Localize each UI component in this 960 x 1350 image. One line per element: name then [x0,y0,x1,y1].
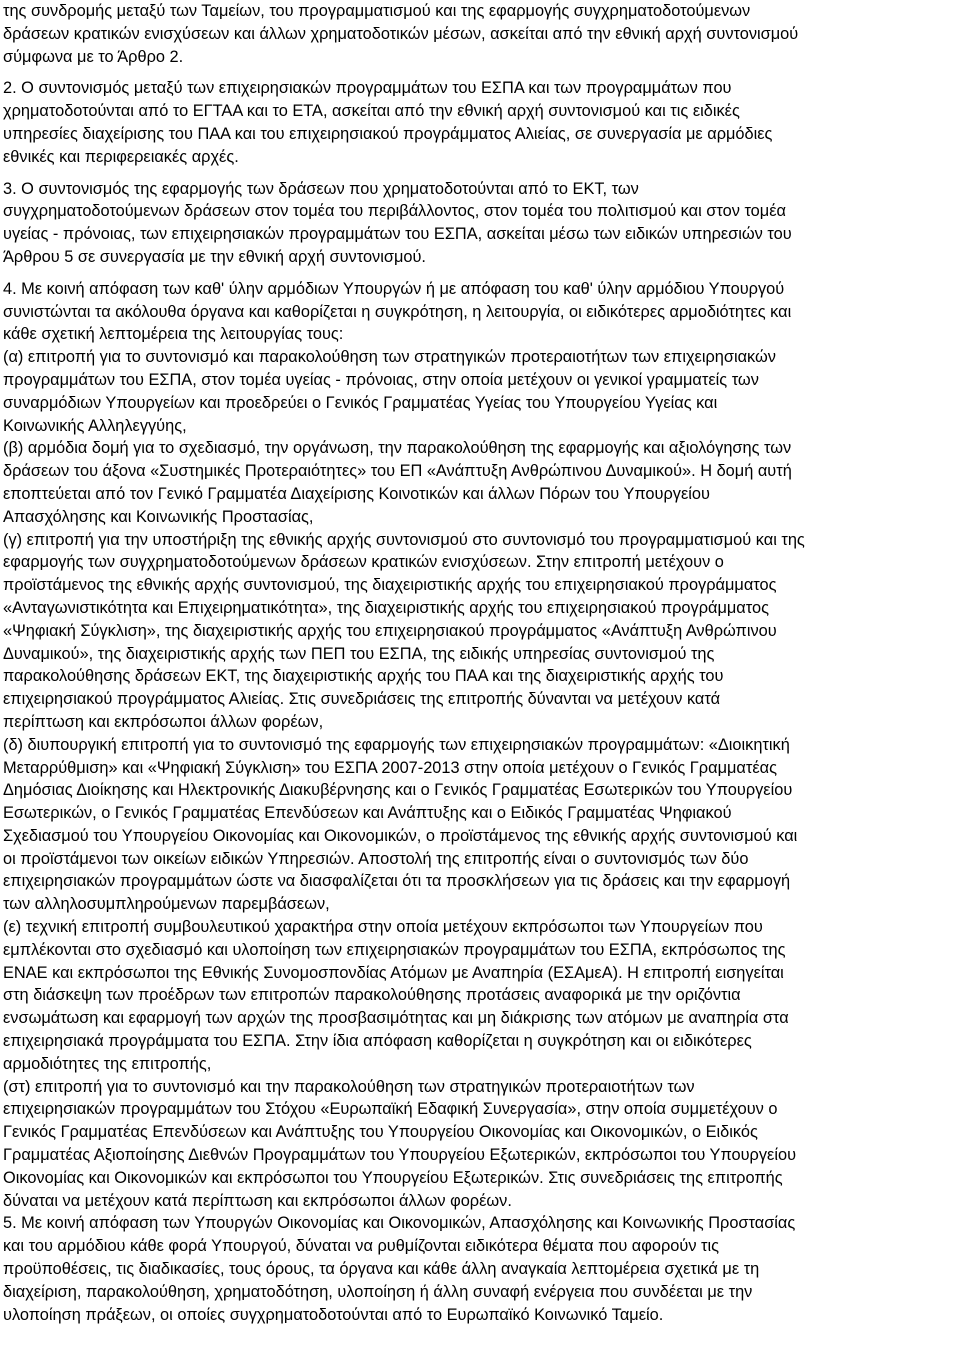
text-line: δύναται να μετέχουν κατά περίπτωση και εκπρόσωποι άλλων φορέων. [3,1191,512,1210]
text-line: προϋποθέσεις, τις διαδικασίες, τους όρους, τα όργανα και κάθε άλλη αναγκαία λεπτομέρεια σχετικά με τη [3,1260,760,1279]
text-line: Γενικός Γραμματέας Επενδύσεων και Ανάπτυξης του Υπουργείου Οικονομίας και Οικονομικών, ο Ειδικός [3,1123,758,1142]
text-line: (β) αρμόδια δομή για το σχεδιασμό, την οργάνωση, την παρακολούθηση της εφαρμογής και αξιολόγησης των [3,439,792,458]
paragraph-spacer [3,68,955,77]
text-line: υπηρεσίες διαχείρισης του ΠΑΑ και του επιχειρησιακού προγράμματος Αλιείας, σε συνεργασία με αρμόδιες [3,124,773,143]
text-line: «Ψηφιακή Σύγκλιση», της διαχειριστικής αρχής του επιχειρησιακού προγράμματος «Ανάπτυξη Ανθρώπινου [3,621,777,640]
text-line: χρηματοδοτούνται από το ΕΓΤΑΑ και το ΕΤΑ, ασκείται από την εθνική αρχή συντονισμού και τις ειδικές [3,102,740,121]
text-line: εθνικές και περιφερειακές αρχές. [3,147,239,166]
text-line: Σχεδιασμού του Υπουργείου Οικονομίας και Οικονομικών, ο προϊστάμενος της εθνικής αρχής συντονισμού και [3,826,798,845]
text-line: στη διάσκεψη των προέδρων των επιτροπών παρακολούθησης προτάσεις αναφορικά με την οριζόντια [3,986,741,1005]
text-line: υγείας - πρόνοιας, των επιχειρησιακών προγραμμάτων του ΕΣΠΑ, ασκείται μέσω των ειδικών υπηρεσιών του [3,225,792,244]
text-line: συνιστώνται τα ακόλουθα όργανα και καθορίζεται η συγκρότηση, η λειτουργία, οι ειδικότερες αρμοδιότητες και [3,302,792,321]
text-line: Κοινωνικής Αλληλεγγύης, [3,416,187,435]
text-line: (δ) διυπουργική επιτροπή για το συντονισμό της εφαρμογής των επιχειρησιακών προγραμμάτων: «Διοικητική [3,735,790,754]
text-line: δράσεων του άξονα «Συστημικές Προτεραιότητες» του ΕΠ «Ανάπτυξη Ανθρώπινου Δυναμικού». Η δομή αυτή [3,462,792,481]
text-line: δράσεων κρατικών ενισχύσεων και άλλων χρηματοδοτικών μέσων, ασκείται από την εθνική αρχή συντονισμού [3,24,799,43]
text-line: (α) επιτροπή για το συντονισμό και παρακολούθηση των στρατηγικών προτεραιοτήτων των επιχειρησιακών [3,348,776,367]
text-line: επιχειρησιακού προγράμματος Αλιείας. Στις συνεδριάσεις της επιτροπής δύνανται να μετέχουν κατά [3,690,721,709]
text-line: εμπλέκονται στο σχεδιασμό και υλοποίηση των επιχειρησιακών προγραμμάτων του ΕΣΠΑ, εκπρόσωπος της [3,940,786,959]
text-line: προϊστάμενος της εθνικής αρχής συντονισμού, της διαχειριστικής αρχής του επιχειρησιακού προγράμματος [3,576,777,595]
text-line: εποπτεύεται από τον Γενικό Γραμματέα Διαχείρισης Κοινοτικών και άλλων Πόρων του Υπουργείου [3,484,710,503]
text-line: παρακολούθησης δράσεων ΕΚΤ, της διαχειριστικής αρχής του ΠΑΑ και της διαχειριστικής αρχής του [3,667,724,686]
text-line: σύμφωνα με το Άρθρο 2. [3,47,184,66]
text-line: προγραμμάτων του ΕΣΠΑ, στον τομέα υγείας - πρόνοιας, στην οποία μετέχουν οι γενικοί γραμματείς των [3,370,759,389]
text-line: των αλληλοσυμπληρούμενων παρεμβάσεων, [3,895,330,914]
text-line: συγχρηματοδοτούμενων δράσεων στον τομέα του περιβάλλοντος, στον τομέα του πολιτισμού και στον τομέα [3,202,786,221]
text-line: εφαρμογής των συγχρηματοδοτούμενων δράσεων κρατικών ενισχύσεων. Στην επιτροπή μετέχουν ο [3,553,724,572]
paragraph-intro [3,0,955,68]
text-line: ΕΝΑΕ και εκπρόσωποι της Εθνικής Συνομοσπονδίας Ατόμων με Αναπηρία (ΕΣΑμεΑ). Η επιτροπή εισηγείται [3,963,784,982]
text-line: (ε) τεχνική επιτροπή συμβουλευτικού χαρακτήρα στην οποία μετέχουν εκπρόσωποι των Υπουργείων που [3,918,763,937]
document-page [3,0,955,1326]
text-line: Δημόσιας Διοίκησης και Ηλεκτρονικής Διακυβέρνησης και ο Γενικός Γραμματέας Εσωτερικών του Υπουργείου [3,781,793,800]
text-line: Απασχόλησης και Κοινωνικής Προστασίας, [3,507,314,526]
text-line: 3. Ο συντονισμός της εφαρμογής των δράσεων που χρηματοδοτούνται από το ΕΚΤ, των [3,179,639,198]
text-line: ενσωμάτωση και εφαρμογή των αρχών της προσβασιμότητας και μη διάκρισης των ατόμων με αναπηρία στα [3,1009,789,1028]
text-line: (στ) επιτροπή για το συντονισμό και την παρακολούθηση των στρατηγικών προτεραιοτήτων των [3,1077,695,1096]
text-line: υλοποίηση πράξεων, οι οποίες συγχρηματοδοτούνται από το Ευρωπαϊκό Κοινωνικό Ταμείο. [3,1305,664,1324]
paragraph-item-3 [3,178,955,269]
text-line: και του αρμόδιου κάθε φορά Υπουργού, δύναται να ρυθμίζονται ειδικότερα θέματα που αφορούν τις [3,1237,720,1256]
text-line: Γραμματέας Αξιοποίησης Διεθνών Προγραμμάτων του Υπουργείου Εξωτερικών, εκπρόσωποι του Υπουργείου [3,1146,797,1165]
text-line: Δυναμικού», της διαχειριστικής αρχής των ΠΕΠ του ΕΣΠΑ, της ειδικής υπηρεσίας συντονισμού της [3,644,715,663]
text-line: αρμοδιότητες της επιτροπής, [3,1054,212,1073]
text-line: οι προϊστάμενοι των οικείων ειδικών Υπηρεσιών. Αποστολή της επιτροπής είναι ο συντονισμός των δύο [3,849,749,868]
paragraph-item-4 [3,278,955,1327]
text-line: επιχειρησιακών προγραμμάτων ώστε να διασφαλίζεται ότι τα προσκλήσεων για τις δράσεις και την εφαρμογή [3,872,791,891]
text-line: 5. Με κοινή απόφαση των Υπουργών Οικονομίας και Οικονομικών, Απασχόλησης και Κοινωνικής Προστασίας [3,1214,796,1233]
text-line: 4. Με κοινή απόφαση των καθ' ύλην αρμόδιων Υπουργών ή με απόφαση του καθ' ύλην αρμόδιου Υπουργού [3,279,785,298]
text-line: διαχείριση, παρακολούθηση, χρηματοδότηση, υλοποίηση ή άλλη συναφή ενέργεια που συνδέεται με την [3,1282,753,1301]
text-line: της συνδρομής μεταξύ των Ταμείων, του προγραμματισμού και της εφαρμογής συγχρηματοδοτούμενων [3,2,751,20]
text-line: (γ) επιτροπή για την υποστήριξη της εθνικής αρχής συντονισμού στο συντονισμό του προγραμματισμού και της [3,530,805,549]
text-line: συναρμόδιων Υπουργείων και προεδρεύει ο Γενικός Γραμματέας Υγείας του Υπουργείου Υγείας και [3,393,718,412]
paragraph-spacer [3,169,955,178]
text-line: περίπτωση και εκπρόσωποι άλλων φορέων, [3,712,324,731]
text-line: επιχειρησιακά προγράμματα του ΕΣΠΑ. Στην ίδια απόφαση καθορίζεται η συγκρότηση και οι ειδικότερες [3,1032,752,1051]
text-line: Οικονομίας και Οικονομικών και εκπρόσωποι του Υπουργείου Εξωτερικών. Στις συνεδριάσεις της επιτροπής [3,1168,783,1187]
text-line: Άρθρου 5 σε συνεργασία με την εθνική αρχή συντονισμού. [3,247,426,266]
text-line: «Ανταγωνιστικότητα και Επιχειρηματικότητα», της διαχειριστικής αρχής του επιχειρησιακού προγράμματος [3,598,769,617]
text-line: Μεταρρύθμιση» και «Ψηφιακή Σύγκλιση» του ΕΣΠΑ 2007-2013 στην οποία μετέχουν ο Γενικός Γραμματέας [3,758,777,777]
text-line: Εσωτερικών, ο Γενικός Γραμματέας Επενδύσεων και Ανάπτυξης και ο Ειδικός Γραμματέας Ψηφιακού [3,804,732,823]
paragraph-item-2 [3,77,955,168]
text-line: κάθε σχετική λεπτομέρεια της λειτουργίας τους: [3,325,344,344]
text-line: 2. Ο συντονισμός μεταξύ των επιχειρησιακών προγραμμάτων του ΕΣΠΑ και των προγραμμάτων που [3,79,732,98]
paragraph-spacer [3,269,955,278]
text-line: επιχειρησιακών προγραμμάτων του Στόχου «Ευρωπαϊκή Εδαφική Συνεργασία», στην οποία συμμετέχουν ο [3,1100,778,1119]
